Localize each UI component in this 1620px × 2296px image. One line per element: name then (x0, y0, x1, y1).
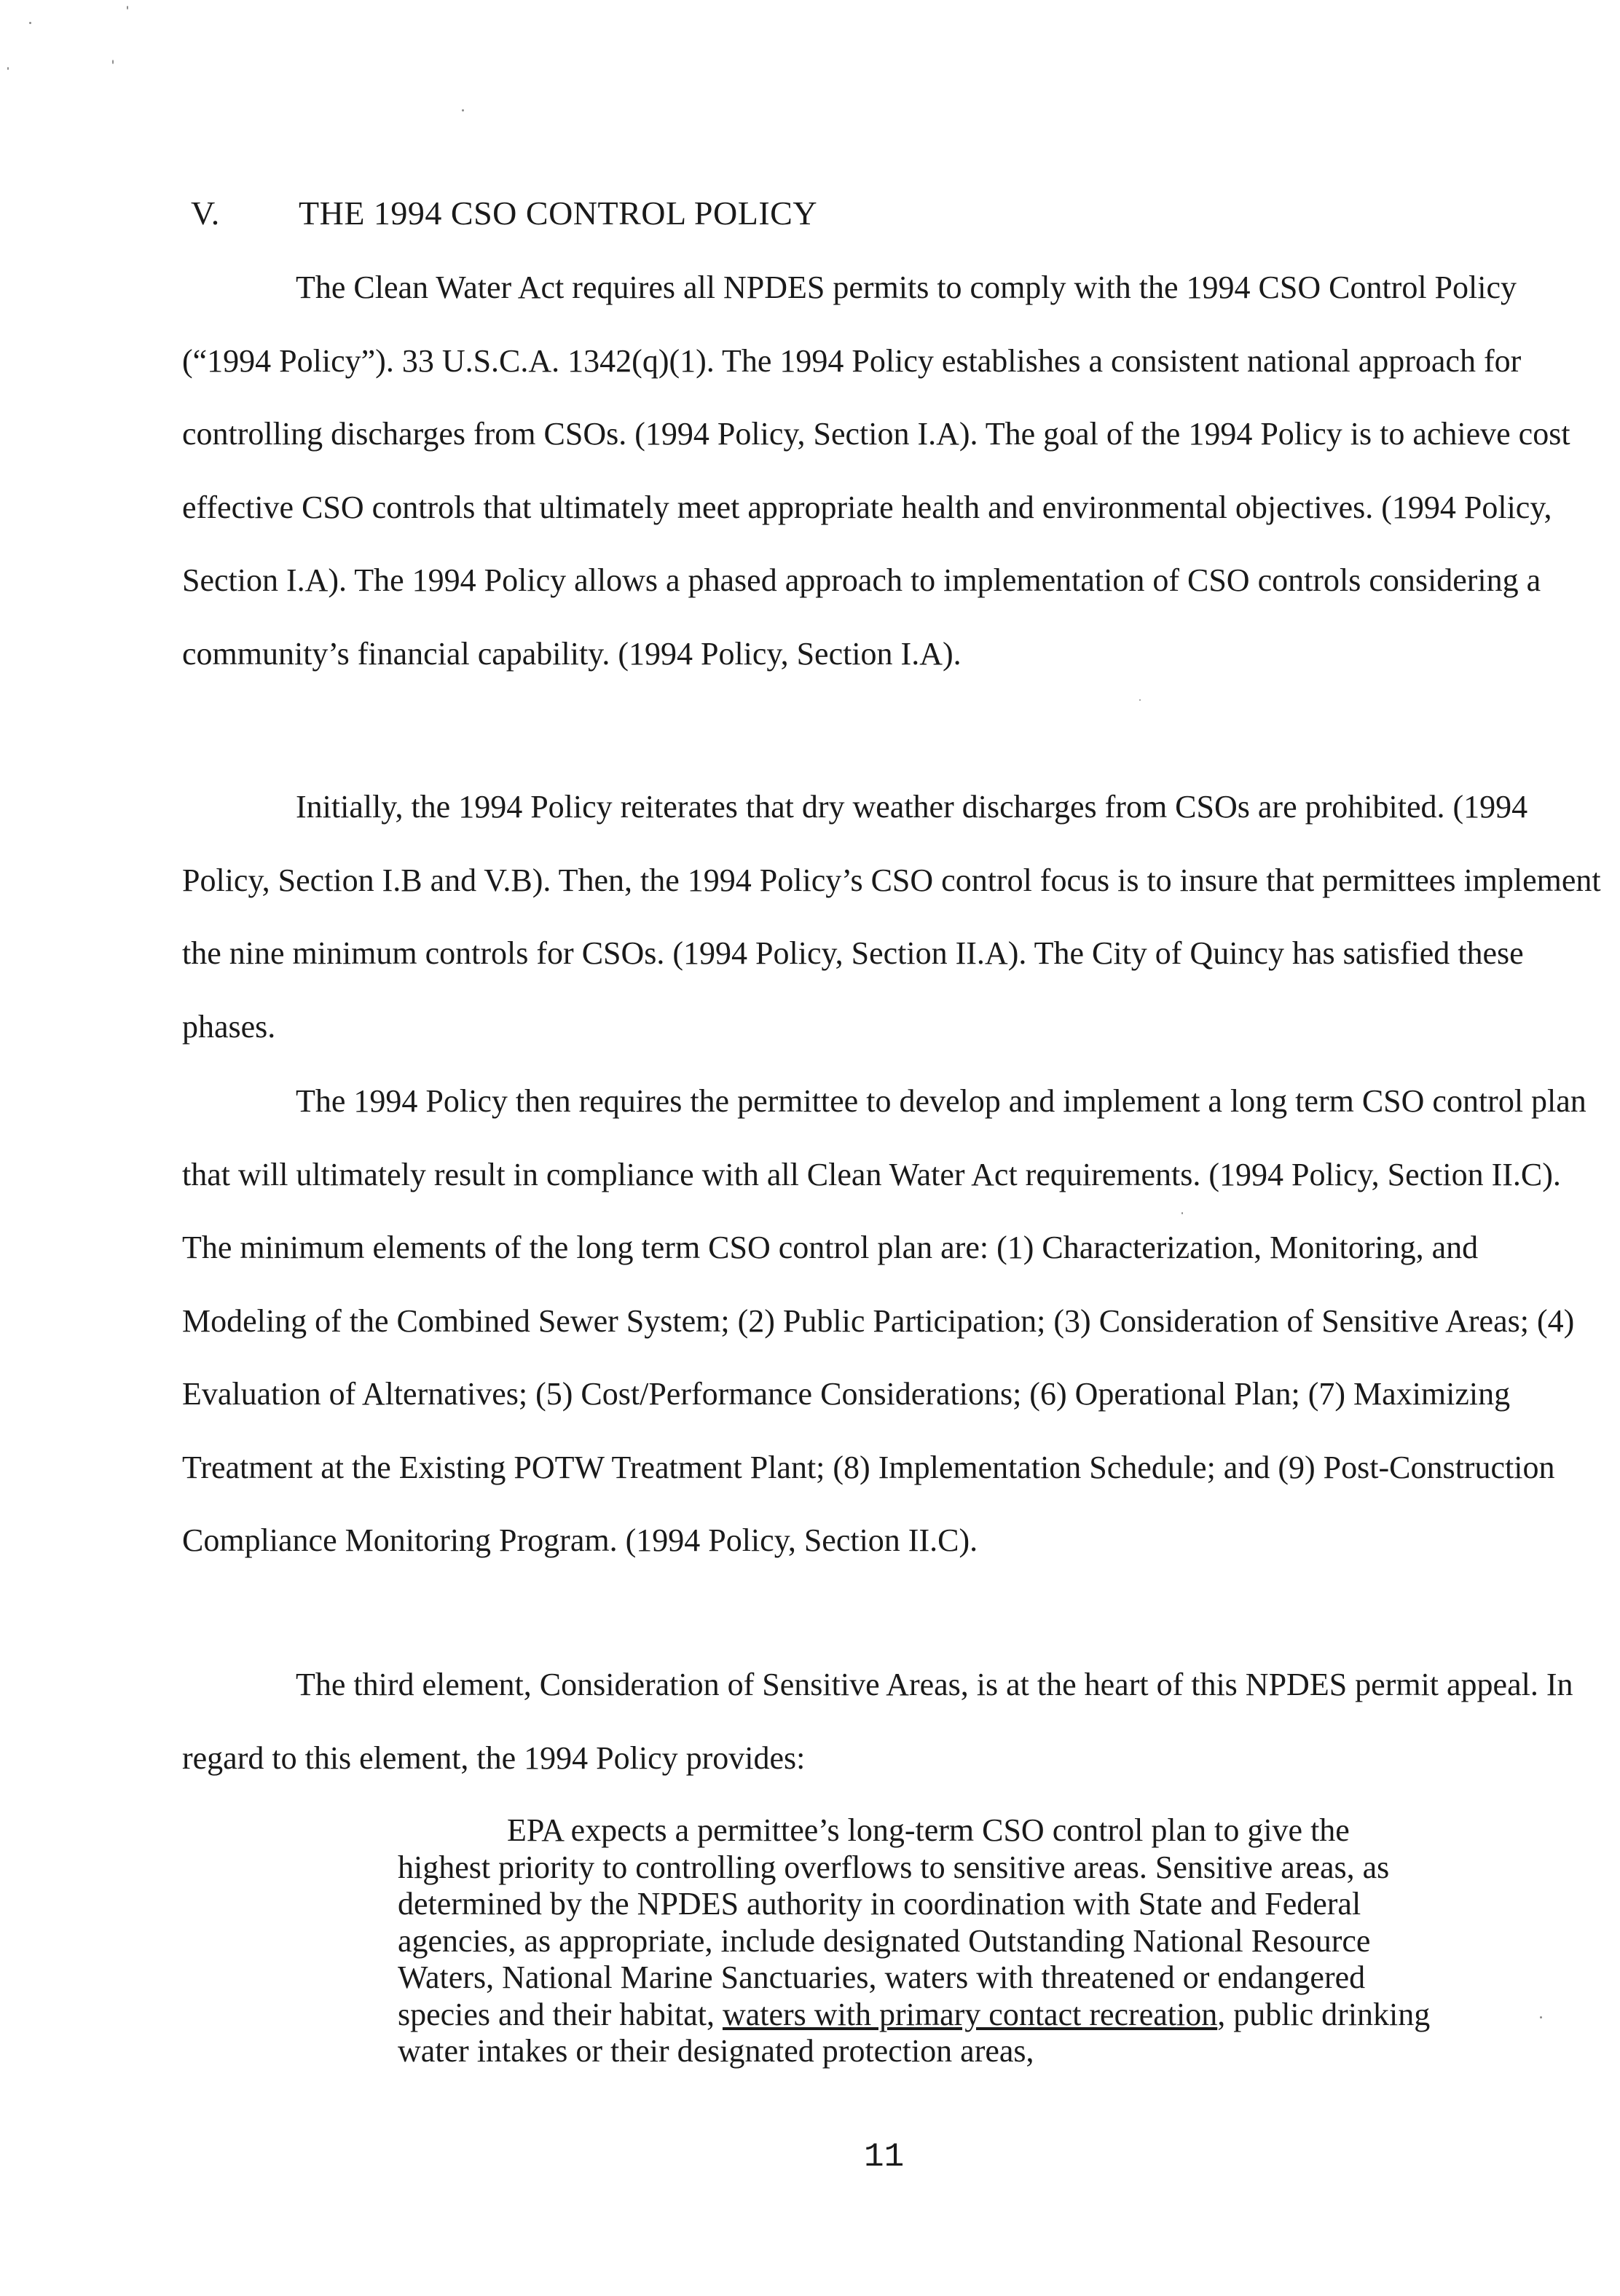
section-title: THE 1994 CSO CONTROL POLICY (299, 194, 818, 232)
scan-speck (29, 22, 31, 24)
paragraph-text: Initially, the 1994 Policy reiterates that dry weather discharges from CSOs are prohibited. (1994 Policy, Section I.B and V.B). Then, the 1994 Policy’s CSO control focus is to insure that permittees implement the nine minimum controls for CSOs. (1994 Policy, Section II.A). The City of Quincy has satisfied these phases. (182, 789, 1601, 1045)
paragraph-text: The third element, Consideration of Sensitive Areas, is at the heart of this NPDES permit appeal. In regard to this element, the 1994 Policy provides: (182, 1667, 1573, 1776)
scan-speck (1139, 699, 1141, 701)
scan-speck (7, 67, 9, 70)
scan-speck (462, 109, 464, 111)
scan-speck (1540, 2016, 1542, 2018)
scan-speck (112, 60, 114, 64)
page-number: 11 (864, 2138, 905, 2176)
section-heading (191, 194, 817, 232)
quote-text: EPA expects a permittee’s long-term CSO control plan to give the highest priority to controlling overflows to sensitive areas. Sensitive areas, as determined by the NPDES authority in coordination with State and Federal agencies, as appropriate, include designated Outstanding National Resource Waters, National Marine Sanctuaries, waters with threatened or endangered species and their habitat, (398, 1812, 1390, 2032)
body-paragraph (182, 771, 1603, 1064)
paragraph-text: The 1994 Policy then requires the permittee to develop and implement a long term CSO control plan that will ultimately result in compliance with all Clean Water Act requirements. (1994 Policy, Section II.C). The minimum elements of the long term CSO control plan are: (1) Characterization, Monitoring, and Modeling of the Combined Sewer System; (2) Public Participation; (3) Consideration of Sensitive Areas; (4) Evaluation of Alternatives; (5) Cost/Performance Considerations; (6) Operational Plan; (7) Maximizing Treatment at the Existing POTW Treatment Plant; (8) Implementation Schedule; and (9) Post-Construction Compliance Monitoring Program. (1994 Policy, Section II.C). (182, 1083, 1586, 1558)
body-paragraph (182, 251, 1603, 691)
quote-text-end: , public drinking water intakes or their designated protection areas, (398, 1996, 1431, 2069)
body-paragraph (182, 1648, 1603, 1795)
section-number: V. (191, 194, 220, 232)
quote-underlined-text: waters with primary contact recreation (722, 1996, 1218, 2032)
body-paragraph (182, 1065, 1603, 1578)
scan-speck (127, 6, 128, 9)
paragraph-text: The Clean Water Act requires all NPDES permits to comply with the 1994 CSO Control Policy (“1994 Policy”). 33 U.S.C.A. 1342(q)(1). The 1994 Policy establishes a consistent national approach for controlling discharges from CSOs. (1994 Policy, Section I.A). The goal of the 1994 Policy is to achieve cost effective CSO controls that ultimately meet appropriate health and environmental objectives. (1994 Policy, Section I.A). The 1994 Policy allows a phased approach to implementation of CSO controls considering a community’s financial capability. (1994 Policy, Section I.A). (182, 270, 1570, 672)
block-quote (398, 1812, 1432, 2070)
